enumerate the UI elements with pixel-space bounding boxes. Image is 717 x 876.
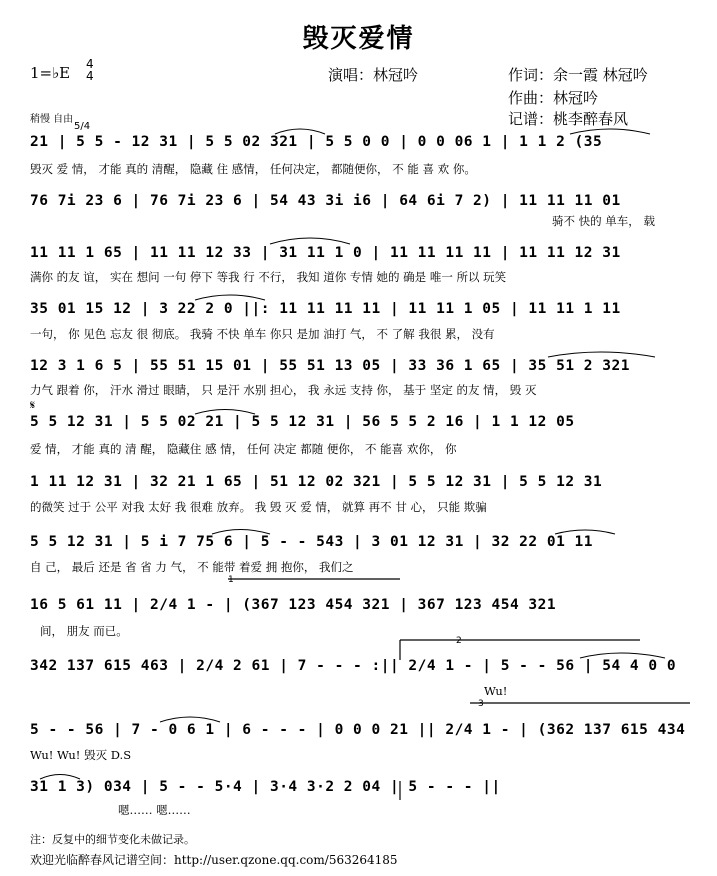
notation-row-4: 35 01 15 12 | 3 22 2 0 ||: 11 11 11 11 | 11 11 1 05 | 11 11 1 11 <box>30 301 621 317</box>
slur-8 <box>555 530 615 534</box>
volta-2-label: 2 <box>456 636 462 646</box>
notation-row-5: 12 3 1 6 5 | 55 51 15 01 | 55 51 13 05 | 33 36 1 65 | 35 51 2 321 <box>30 358 630 374</box>
slur-5 <box>548 352 655 357</box>
notation-row-6: 5 5 12 31 | 5 5 02 21 | 5 5 12 31 | 56 5 5 2 16 | 1 1 12 05 <box>30 414 575 430</box>
notation-row-2: 76 7i 23 6 | 76 7i 23 6 | 54 43 3i i6 | 64 6i 7 2) | 11 11 11 01 <box>30 193 621 209</box>
footer-link[interactable]: 欢迎光临醉春风记谱空间：http://user.qzone.qq.com/563264185 <box>30 853 398 867</box>
lyrics-row-2: 骑不 快的 单车， 载 <box>552 214 655 228</box>
time-change-marking: 5/4 <box>74 121 91 132</box>
lyrics-row-5: 力气 跟着 你， 汗水 滑过 眼睛， 只 是汗 水别 担心， 我 永远 支持 你， 基于 坚定 的友 情， 毁 灭 <box>30 383 537 397</box>
slur-2 <box>570 129 650 134</box>
notation-row-1: 21 | 5 5 - 12 31 | 5 5 02 321 | 5 5 0 0 | 0 0 06 1 | 1 1 2 (35 <box>30 134 603 150</box>
notation-row-10: 342 137 615 463 | 2/4 2 61 | 7 - - - :|| 2/4 1 - | 5 - - 56 | 54 4 0 0 <box>30 658 677 674</box>
lyrics-row-7: 的微笑 过于 公平 对我 太好 我 很难 放弃。 我 毁 灭 爱 情， 就算 再不 甘 心， 只能 欺骗 <box>30 500 487 514</box>
lyrics-row-6: 爱 情， 才能 真的 清 醒， 隐藏住 感 情， 任何 决定 都随 便你， 不 能喜 欢你， 你 <box>30 442 457 456</box>
notation-row-9: 16 5 61 11 | 2/4 1 - | (367 123 454 321 | 367 123 454 321 <box>30 597 557 613</box>
lyrics-row-8: 自 己， 最后 还是 省 省 力 气， 不 能带 着爱 拥 抱你， 我们之 <box>30 560 354 574</box>
lyricist-credit: 作词：余一霞 林冠吟 <box>508 66 648 84</box>
lyrics-row-4: 一句， 你 见色 忘友 很 彻底。 我骑 不快 单车 你只 是加 油打 气， 不 了解 我很 累， 没有 <box>30 327 495 341</box>
tempo-marking: 稍慢 自由 <box>30 114 74 125</box>
slur-11 <box>40 775 80 780</box>
notation-row-8: 5 5 12 31 | 5 i 7 75 6 | 5 - - 543 | 3 01 12 31 | 32 22 01 11 <box>30 534 594 550</box>
slur-7 <box>212 530 270 535</box>
song-title: 毁灭爱情 <box>302 24 415 54</box>
time-signature-bottom: 4 <box>86 69 94 83</box>
slur-4 <box>195 295 265 300</box>
slur-3 <box>270 238 350 244</box>
lyrics-row-1: 毁灭 爱 情， 才能 真的 清醒， 隐藏 住 感情， 任何决定， 都随便你， 不 能 喜 欢 你。 <box>30 162 476 176</box>
slur-9 <box>580 653 665 658</box>
notation-row-12: 31 1 3) 034 | 5 - - 5·4 | 3·4 3·2 2 04 | 5 - - - || <box>30 779 501 795</box>
slur-1 <box>275 129 325 134</box>
lyrics-row-11: Wu! Wu! 毁灭 D.S <box>30 748 132 762</box>
notation-row-3: 11 11 1 65 | 11 11 12 33 | 31 11 1 0 | 11 11 11 11 | 11 11 12 31 <box>30 245 621 261</box>
segno-sign: 𝄋 <box>30 398 36 412</box>
time-signature-top: 4 <box>86 57 94 71</box>
transcriber-credit: 记谱：桃李醉春风 <box>508 110 629 128</box>
volta-3-label: 3 <box>478 699 484 709</box>
lyrics-row-10: Wu! <box>484 684 508 698</box>
volta-1-label: 1 <box>228 575 234 585</box>
singer-credit: 演唱：林冠吟 <box>328 66 419 84</box>
slur-10 <box>160 717 220 722</box>
composer-credit: 作曲：林冠吟 <box>508 89 599 107</box>
key-signature: 1=♭E <box>30 64 71 82</box>
lyrics-row-3: 满你 的友 谊， 实在 想问 一句 停下 等我 行 不行， 我知 道你 专情 她的 确是 唯一 所以 玩笑 <box>30 270 507 284</box>
notation-row-7: 1 11 12 31 | 32 21 1 65 | 51 12 02 321 | 5 5 12 31 | 5 5 12 31 <box>30 474 603 490</box>
slur-6 <box>195 410 255 415</box>
lyrics-row-9: 间， 朋友 而已。 <box>40 624 128 638</box>
notation-row-11: 5 - - 56 | 7 - 0 6 1 | 6 - - - | 0 0 0 21 || 2/4 1 - | (362 137 615 434 <box>30 722 686 738</box>
lyrics-row-12: 嗯…… 嗯…… <box>118 803 191 817</box>
transcription-note: 注：反复中的细节变化未做记录。 <box>30 833 195 846</box>
